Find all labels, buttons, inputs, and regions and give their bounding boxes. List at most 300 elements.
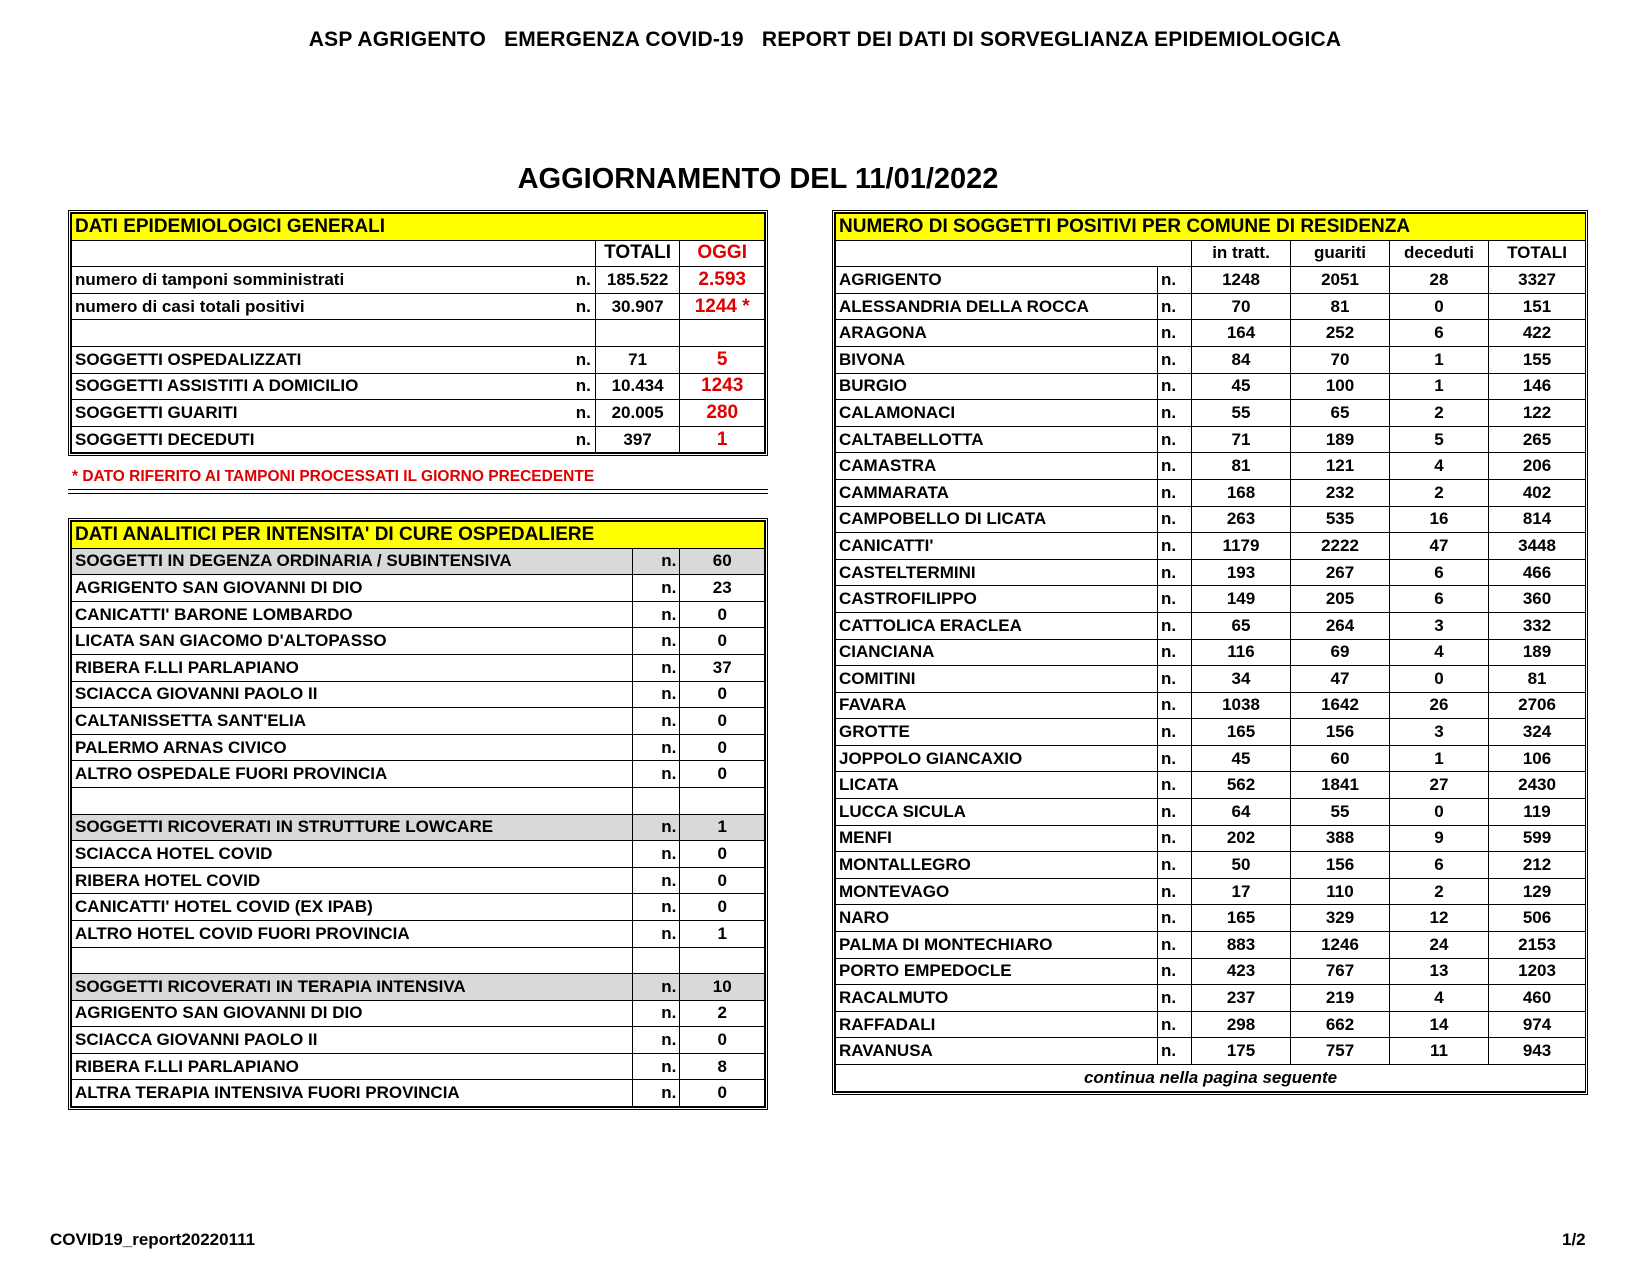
row-label: CANICATTI' HOTEL COVID (EX IPAB) [72,894,633,921]
row-label: LICATA SAN GIACOMO D'ALTOPASSO [72,628,633,655]
totali-value: 206 [1489,453,1586,480]
count-value: 0 [680,841,765,868]
deceduti-value: 14 [1390,1011,1489,1038]
municipality-name: LICATA [836,772,1158,799]
totali-value: 189 [1489,639,1586,666]
unit-label: n. [1158,533,1192,560]
report-filename: COVID19_report20220111 [50,1230,256,1249]
table-row [72,734,765,761]
guariti-value: 156 [1291,852,1390,879]
deceduti-value: 6 [1390,559,1489,586]
unit-label: n. [632,974,680,1001]
guariti-value: 267 [1291,559,1390,586]
unit-label: n. [632,761,680,788]
table-row [836,799,1586,826]
totali-value: 506 [1489,905,1586,932]
table-row [72,867,765,894]
unit-label: n. [1158,878,1192,905]
table-row [836,692,1586,719]
guariti-value: 65 [1291,400,1390,427]
unit-label: n. [632,1000,680,1027]
deceduti-value: 0 [1390,293,1489,320]
row-label: numero di casi totali positivi [75,296,305,316]
deceduti-value: 5 [1390,426,1489,453]
municipality-name: CAMMARATA [836,479,1158,506]
in-tratt-value: 45 [1192,745,1291,772]
row-label: SOGGETTI IN DEGENZA ORDINARIA / SUBINTENSIVA [72,548,633,575]
table-row [72,346,765,373]
count-value: 0 [680,734,765,761]
totali-value: 30.907 [595,293,680,320]
unit-label [632,947,680,974]
unit-label: n. [632,548,680,575]
municipality-name: CAMPOBELLO DI LICATA [836,506,1158,533]
municipality-name: NARO [836,905,1158,932]
guariti-value: 264 [1291,612,1390,639]
row-label: SCIACCA GIOVANNI PAOLO II [72,681,633,708]
table-row [836,559,1586,586]
hospital-data-title: DATI ANALITICI PER INTENSITA' DI CURE OSPEDALIERE [72,522,765,549]
municipality-name: ALESSANDRIA DELLA ROCCA [836,293,1158,320]
unit-label: n. [1158,586,1192,613]
guariti-value: 329 [1291,905,1390,932]
guariti-value: 100 [1291,373,1390,400]
totali-value: 129 [1489,878,1586,905]
group-header-row [72,814,765,841]
totali-value: 397 [595,426,680,453]
count-value: 60 [680,548,765,575]
unit-label: n. [1158,267,1192,294]
in-tratt-value: 168 [1192,479,1291,506]
oggi-value: 1243 [680,373,765,400]
in-tratt-value: 165 [1192,719,1291,746]
guariti-value: 70 [1291,346,1390,373]
deceduti-value: 27 [1390,772,1489,799]
totali-value: 71 [595,346,680,373]
table-row [72,947,765,974]
unit-label: n. [1158,453,1192,480]
guariti-value: 1841 [1291,772,1390,799]
in-tratt-value: 50 [1192,852,1291,879]
unit-label: n. [1158,799,1192,826]
table-row [72,628,765,655]
table-row [836,932,1586,959]
deceduti-value: 4 [1390,453,1489,480]
deceduti-value: 2 [1390,479,1489,506]
general-data-table [68,210,768,456]
row-label: PALERMO ARNAS CIVICO [72,734,633,761]
table-row [836,400,1586,427]
totali-value: 402 [1489,479,1586,506]
row-label: SOGGETTI RICOVERATI IN STRUTTURE LOWCARE [72,814,633,841]
totali-value: 460 [1489,985,1586,1012]
totali-value: 943 [1489,1038,1586,1065]
guariti-value: 205 [1291,586,1390,613]
totali-value: 119 [1489,799,1586,826]
unit-label: n. [1158,479,1192,506]
general-data-title: DATI EPIDEMIOLOGICI GENERALI [72,214,765,241]
totali-value: 146 [1489,373,1586,400]
unit-label: n. [1158,825,1192,852]
deceduti-value: 4 [1390,985,1489,1012]
guariti-value: 69 [1291,639,1390,666]
table-row [836,612,1586,639]
guariti-value: 2051 [1291,267,1390,294]
table-row [72,373,765,400]
deceduti-value: 2 [1390,878,1489,905]
municipality-name: COMITINI [836,666,1158,693]
in-tratt-value: 45 [1192,373,1291,400]
guariti-value: 388 [1291,825,1390,852]
municipality-name: ARAGONA [836,320,1158,347]
guariti-value: 1642 [1291,692,1390,719]
unit-label: n. [1158,639,1192,666]
row-label [72,787,633,814]
row-label: SCIACCA GIOVANNI PAOLO II [72,1027,633,1054]
municipality-name: BIVONA [836,346,1158,373]
totali-value: 185.522 [595,267,680,294]
row-label: CALTANISSETTA SANT'ELIA [72,708,633,735]
guariti-value: 110 [1291,878,1390,905]
col-in-tratt: in tratt. [1192,240,1291,267]
unit-label: n. [1158,1011,1192,1038]
table-row [836,666,1586,693]
unit-label: n. [632,920,680,947]
count-value: 0 [680,681,765,708]
table-row [836,905,1586,932]
totali-value: 155 [1489,346,1586,373]
in-tratt-value: 70 [1192,293,1291,320]
in-tratt-value: 17 [1192,878,1291,905]
deceduti-value: 2 [1390,400,1489,427]
deceduti-value: 6 [1390,320,1489,347]
count-value: 1 [680,920,765,947]
municipality-name: GROTTE [836,719,1158,746]
unit-label: n. [1158,400,1192,427]
unit-label: n. [1158,426,1192,453]
municipality-name: CIANCIANA [836,639,1158,666]
totali-value: 466 [1489,559,1586,586]
count-value: 23 [680,575,765,602]
col-guariti: guariti [1291,240,1390,267]
municipality-name: MONTALLEGRO [836,852,1158,879]
table-row [836,479,1586,506]
unit-label: n. [632,708,680,735]
table-row [72,400,765,427]
totali-value: 3448 [1489,533,1586,560]
municipality-name: CASTELTERMINI [836,559,1158,586]
row-label-cell [72,293,596,320]
group-header-row [72,974,765,1001]
table-row [836,346,1586,373]
row-label: ALTRO OSPEDALE FUORI PROVINCIA [72,761,633,788]
deceduti-value: 0 [1390,799,1489,826]
unit-label: n. [632,628,680,655]
table-row [836,719,1586,746]
unit-label: n. [1158,692,1192,719]
table-row [836,1038,1586,1065]
page-number: 1/2 [1562,1230,1586,1249]
deceduti-value: 28 [1390,267,1489,294]
unit-label: n. [1158,852,1192,879]
table-row [72,426,765,453]
unit-label: n. [1158,373,1192,400]
deceduti-value: 6 [1390,586,1489,613]
in-tratt-value: 562 [1192,772,1291,799]
row-label-cell [72,320,596,347]
unit-label: n. [632,1080,680,1107]
table-row [836,745,1586,772]
table-row [836,772,1586,799]
report-title: ASP AGRIGENTO EMERGENZA COVID-19 REPORT DEI DATI DI SORVEGLIANZA EPIDEMIOLOGICA [308,28,1342,51]
municipality-name: CAMASTRA [836,453,1158,480]
guariti-value: 662 [1291,1011,1390,1038]
unit-label: n. [575,402,591,422]
table-row [72,787,765,814]
count-value: 37 [680,654,765,681]
totali-value: 2706 [1489,692,1586,719]
in-tratt-value: 81 [1192,453,1291,480]
table-row [72,1080,765,1107]
in-tratt-value: 193 [1192,559,1291,586]
table-row [836,453,1586,480]
unit-label: n. [632,601,680,628]
municipality-name: CASTROFILIPPO [836,586,1158,613]
unit-label: n. [1158,905,1192,932]
totali-value: 360 [1489,586,1586,613]
in-tratt-value: 1038 [1192,692,1291,719]
unit-label: n. [632,734,680,761]
deceduti-value: 6 [1390,852,1489,879]
totali-value: 3327 [1489,267,1586,294]
table-row [836,426,1586,453]
unit-label: n. [632,654,680,681]
municipality-name: PALMA DI MONTECHIARO [836,932,1158,959]
row-label: AGRIGENTO SAN GIOVANNI DI DIO [72,575,633,602]
guariti-value: 189 [1291,426,1390,453]
row-label: RIBERA F.LLI PARLAPIANO [72,654,633,681]
in-tratt-value: 84 [1192,346,1291,373]
in-tratt-value: 65 [1192,612,1291,639]
guariti-value: 232 [1291,479,1390,506]
count-value: 0 [680,867,765,894]
row-label: SOGGETTI RICOVERATI IN TERAPIA INTENSIVA [72,974,633,1001]
oggi-value: 2.593 [680,267,765,294]
municipality-name: FAVARA [836,692,1158,719]
unit-label: n. [1158,985,1192,1012]
table-row [836,533,1586,560]
unit-label: n. [632,814,680,841]
totali-value: 265 [1489,426,1586,453]
guariti-value: 1246 [1291,932,1390,959]
table-row [836,1011,1586,1038]
table-row [72,681,765,708]
municipality-name: AGRIGENTO [836,267,1158,294]
deceduti-value: 26 [1390,692,1489,719]
count-value: 0 [680,761,765,788]
hospital-data-table [68,518,768,1110]
in-tratt-value: 1248 [1192,267,1291,294]
unit-label: n. [1158,346,1192,373]
table-row [72,920,765,947]
col-deceduti: deceduti [1390,240,1489,267]
municipality-name: CATTOLICA ERACLEA [836,612,1158,639]
unit-label: n. [575,429,591,449]
totali-value: 151 [1489,293,1586,320]
totali-value: 20.005 [595,400,680,427]
in-tratt-value: 64 [1192,799,1291,826]
oggi-value: 5 [680,346,765,373]
deceduti-value: 1 [1390,745,1489,772]
guariti-value: 156 [1291,719,1390,746]
in-tratt-value: 423 [1192,958,1291,985]
count-value: 8 [680,1053,765,1080]
unit-label: n. [1158,506,1192,533]
table-row [72,1027,765,1054]
deceduti-value: 3 [1390,719,1489,746]
table-row [836,985,1586,1012]
municipality-name: RACALMUTO [836,985,1158,1012]
totali-value: 332 [1489,612,1586,639]
unit-label: n. [1158,320,1192,347]
row-label-cell [72,267,596,294]
in-tratt-value: 1179 [1192,533,1291,560]
table-row [72,293,765,320]
update-date-title: AGGIORNAMENTO DEL 11/01/2022 [517,163,999,195]
table-row [72,601,765,628]
table-row [836,293,1586,320]
footnote: * DATO RIFERITO AI TAMPONI PROCESSATI IL GIORNO PRECEDENTE [72,468,595,485]
oggi-value [680,320,765,347]
unit-label: n. [632,841,680,868]
row-label-cell [72,426,596,453]
col-totali: TOTALI [595,240,680,267]
table-row [836,852,1586,879]
count-value: 10 [680,974,765,1001]
table-row [72,761,765,788]
municipality-name: MONTEVAGO [836,878,1158,905]
totali-value: 1203 [1489,958,1586,985]
row-label: AGRIGENTO SAN GIOVANNI DI DIO [72,1000,633,1027]
table-row [72,575,765,602]
unit-label: n. [575,349,591,369]
in-tratt-value: 202 [1192,825,1291,852]
totali-value: 974 [1489,1011,1586,1038]
oggi-value: 1 [680,426,765,453]
table-row [72,894,765,921]
guariti-value: 2222 [1291,533,1390,560]
municipality-name: BURGIO [836,373,1158,400]
deceduti-value: 3 [1390,612,1489,639]
table-row [72,267,765,294]
table-row [836,267,1586,294]
totali-value: 324 [1489,719,1586,746]
deceduti-value: 13 [1390,958,1489,985]
row-label-cell [72,373,596,400]
deceduti-value: 1 [1390,373,1489,400]
municipality-table-title: NUMERO DI SOGGETTI POSITIVI PER COMUNE DI RESIDENZA [836,214,1586,241]
in-tratt-value: 164 [1192,320,1291,347]
in-tratt-value: 883 [1192,932,1291,959]
oggi-value: 1244 * [680,293,765,320]
table-row [72,1000,765,1027]
municipality-name: JOPPOLO GIANCAXIO [836,745,1158,772]
row-label: SOGGETTI DECEDUTI [75,429,255,449]
totali-value: 122 [1489,400,1586,427]
continued-row [836,1065,1586,1092]
table-row [836,878,1586,905]
totali-value: 81 [1489,666,1586,693]
row-label: SOGGETTI ASSISTITI A DOMICILIO [75,376,359,396]
table-row [72,320,765,347]
unit-label: n. [632,867,680,894]
unit-label: n. [1158,1038,1192,1065]
totali-value: 599 [1489,825,1586,852]
municipality-name: RAFFADALI [836,1011,1158,1038]
unit-label: n. [1158,932,1192,959]
in-tratt-value: 237 [1192,985,1291,1012]
totali-value: 2153 [1489,932,1586,959]
guariti-value: 81 [1291,293,1390,320]
totali-value [595,320,680,347]
row-label: CANICATTI' BARONE LOMBARDO [72,601,633,628]
table-row [72,654,765,681]
unit-label: n. [1158,612,1192,639]
count-value: 2 [680,1000,765,1027]
unit-label: n. [1158,958,1192,985]
municipality-name: MENFI [836,825,1158,852]
unit-label: n. [632,681,680,708]
oggi-value: 280 [680,400,765,427]
row-label: SCIACCA HOTEL COVID [72,841,633,868]
in-tratt-value: 165 [1192,905,1291,932]
table-row [836,506,1586,533]
col-totali-comuni: TOTALI [1489,240,1586,267]
municipality-name: LUCCA SICULA [836,799,1158,826]
table-row [836,639,1586,666]
deceduti-value: 4 [1390,639,1489,666]
row-label: SOGGETTI GUARITI [75,402,238,422]
deceduti-value: 1 [1390,346,1489,373]
unit-label: n. [575,296,591,316]
unit-label: n. [632,575,680,602]
count-value: 0 [680,628,765,655]
count-value: 0 [680,601,765,628]
count-value: 0 [680,894,765,921]
unit-label: n. [1158,666,1192,693]
guariti-value: 55 [1291,799,1390,826]
guariti-value: 219 [1291,985,1390,1012]
col-oggi: OGGI [680,240,765,267]
municipality-name: CALTABELLOTTA [836,426,1158,453]
unit-label: n. [632,1027,680,1054]
row-label-cell [72,400,596,427]
in-tratt-value: 116 [1192,639,1291,666]
unit-label: n. [632,1053,680,1080]
totali-value: 106 [1489,745,1586,772]
guariti-value: 757 [1291,1038,1390,1065]
unit-label: n. [1158,719,1192,746]
row-label: ALTRA TERAPIA INTENSIVA FUORI PROVINCIA [72,1080,633,1107]
group-header-row [72,548,765,575]
unit-label: n. [1158,772,1192,799]
row-label: ALTRO HOTEL COVID FUORI PROVINCIA [72,920,633,947]
table-row [836,825,1586,852]
deceduti-value: 47 [1390,533,1489,560]
totali-value: 10.434 [595,373,680,400]
count-value: 0 [680,1080,765,1107]
continued-note: continua nella pagina seguente [836,1065,1586,1092]
